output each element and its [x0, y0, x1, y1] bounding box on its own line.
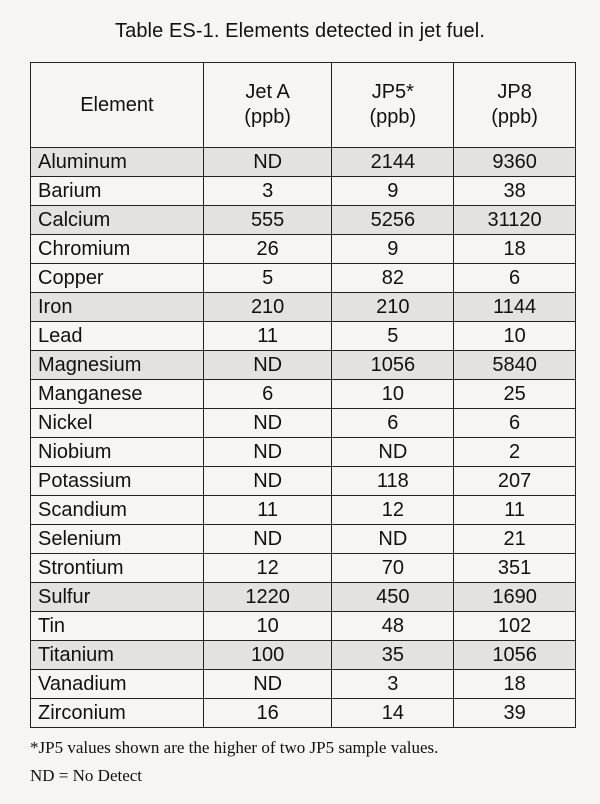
table-row	[31, 264, 576, 293]
jp8-cell: 351	[454, 554, 576, 583]
table-row	[31, 612, 576, 641]
jp5-cell: 450	[332, 583, 454, 612]
element-cell: Selenium	[31, 525, 204, 554]
header-element-label: Element	[80, 93, 154, 116]
element-cell: Calcium	[31, 206, 204, 235]
jet-a-cell: ND	[203, 351, 332, 380]
element-cell: Potassium	[31, 467, 204, 496]
jp8-cell: 207	[454, 467, 576, 496]
table-row	[31, 322, 576, 351]
header-jet-a-name: Jet A	[245, 81, 290, 103]
table-row	[31, 206, 576, 235]
table-row	[31, 554, 576, 583]
jp5-cell: 5256	[332, 206, 454, 235]
jp5-cell: 9	[332, 177, 454, 206]
jp5-cell: 1056	[332, 351, 454, 380]
jp5-cell: 12	[332, 496, 454, 525]
jp5-cell: 35	[332, 641, 454, 670]
element-cell: Strontium	[31, 554, 204, 583]
jet-a-cell: ND	[203, 525, 332, 554]
element-cell: Vanadium	[31, 670, 204, 699]
header-jet-a	[203, 63, 332, 148]
jp8-cell: 21	[454, 525, 576, 554]
element-cell: Zirconium	[31, 699, 204, 728]
jp5-cell: 82	[332, 264, 454, 293]
jet-a-cell: 100	[203, 641, 332, 670]
table-row	[31, 351, 576, 380]
jp8-cell: 1144	[454, 293, 576, 322]
jp8-cell: 6	[454, 409, 576, 438]
element-cell: Tin	[31, 612, 204, 641]
jp5-cell: 14	[332, 699, 454, 728]
jp5-cell: 9	[332, 235, 454, 264]
jp5-cell: 5	[332, 322, 454, 351]
jet-a-cell: ND	[203, 467, 332, 496]
element-cell: Magnesium	[31, 351, 204, 380]
jp8-cell: 10	[454, 322, 576, 351]
jp8-cell: 6	[454, 264, 576, 293]
element-cell: Copper	[31, 264, 204, 293]
table-row	[31, 467, 576, 496]
header-jet-a-unit: (ppb)	[244, 106, 291, 128]
jet-a-cell: ND	[203, 670, 332, 699]
table-row	[31, 496, 576, 525]
table-row	[31, 148, 576, 177]
jet-a-cell: 11	[203, 496, 332, 525]
jet-a-cell: 12	[203, 554, 332, 583]
jp8-cell: 18	[454, 235, 576, 264]
table-row	[31, 293, 576, 322]
table-row	[31, 177, 576, 206]
jp8-cell: 1056	[454, 641, 576, 670]
jp8-cell: 1690	[454, 583, 576, 612]
jet-a-cell: 11	[203, 322, 332, 351]
element-cell: Lead	[31, 322, 204, 351]
element-cell: Chromium	[31, 235, 204, 264]
jp8-cell: 38	[454, 177, 576, 206]
jp5-cell: 118	[332, 467, 454, 496]
footnote-jp5: *JP5 values shown are the higher of two JP5 sample values.	[30, 738, 439, 757]
table-row	[31, 380, 576, 409]
jp5-cell: 48	[332, 612, 454, 641]
jet-a-cell: ND	[203, 148, 332, 177]
jp5-cell: 70	[332, 554, 454, 583]
jp5-cell: 2144	[332, 148, 454, 177]
jet-a-cell: 5	[203, 264, 332, 293]
jp8-cell: 2	[454, 438, 576, 467]
element-cell: Barium	[31, 177, 204, 206]
jp8-cell: 5840	[454, 351, 576, 380]
header-jp5-unit: (ppb)	[369, 106, 417, 128]
jp5-cell: ND	[332, 525, 454, 554]
jet-a-cell: ND	[203, 409, 332, 438]
jp5-cell: 10	[332, 380, 454, 409]
table-row	[31, 670, 576, 699]
jet-a-cell: 1220	[203, 583, 332, 612]
header-jp5	[332, 63, 454, 148]
element-cell: Nickel	[31, 409, 204, 438]
header-jp8	[454, 63, 576, 148]
jp8-cell: 31120	[454, 206, 576, 235]
table-row	[31, 525, 576, 554]
table-title: Table ES-1. Elements detected in jet fuel.	[115, 20, 485, 42]
jp8-cell: 11	[454, 496, 576, 525]
element-cell: Scandium	[31, 496, 204, 525]
jp8-cell: 25	[454, 380, 576, 409]
jet-a-cell: 6	[203, 380, 332, 409]
table-body	[31, 148, 576, 728]
jp5-cell: ND	[332, 438, 454, 467]
jet-a-cell: 16	[203, 699, 332, 728]
table-row	[31, 583, 576, 612]
header-row	[31, 63, 576, 148]
element-cell: Manganese	[31, 380, 204, 409]
element-cell: Aluminum	[31, 148, 204, 177]
table-row	[31, 699, 576, 728]
elements-table	[30, 62, 576, 728]
header-jp8-name: JP8	[497, 81, 532, 103]
jet-a-cell: 3	[203, 177, 332, 206]
jp5-cell: 6	[332, 409, 454, 438]
element-cell: Titanium	[31, 641, 204, 670]
element-cell: Sulfur	[31, 583, 204, 612]
table-row	[31, 409, 576, 438]
jp8-cell: 39	[454, 699, 576, 728]
element-cell: Iron	[31, 293, 204, 322]
jp8-cell: 9360	[454, 148, 576, 177]
footnote-nd: ND = No Detect	[30, 766, 143, 785]
table-row	[31, 235, 576, 264]
jet-a-cell: ND	[203, 438, 332, 467]
jp8-cell: 102	[454, 612, 576, 641]
jet-a-cell: 26	[203, 235, 332, 264]
table-row	[31, 641, 576, 670]
jet-a-cell: 555	[203, 206, 332, 235]
header-element	[31, 63, 204, 148]
jp5-cell: 210	[332, 293, 454, 322]
jet-a-cell: 10	[203, 612, 332, 641]
footnotes	[30, 734, 590, 790]
jp5-cell: 3	[332, 670, 454, 699]
jet-a-cell: 210	[203, 293, 332, 322]
element-cell: Niobium	[31, 438, 204, 467]
header-jp8-unit: (ppb)	[491, 106, 538, 128]
header-jp5-name: JP5*	[371, 81, 414, 103]
jp8-cell: 18	[454, 670, 576, 699]
table-row	[31, 438, 576, 467]
